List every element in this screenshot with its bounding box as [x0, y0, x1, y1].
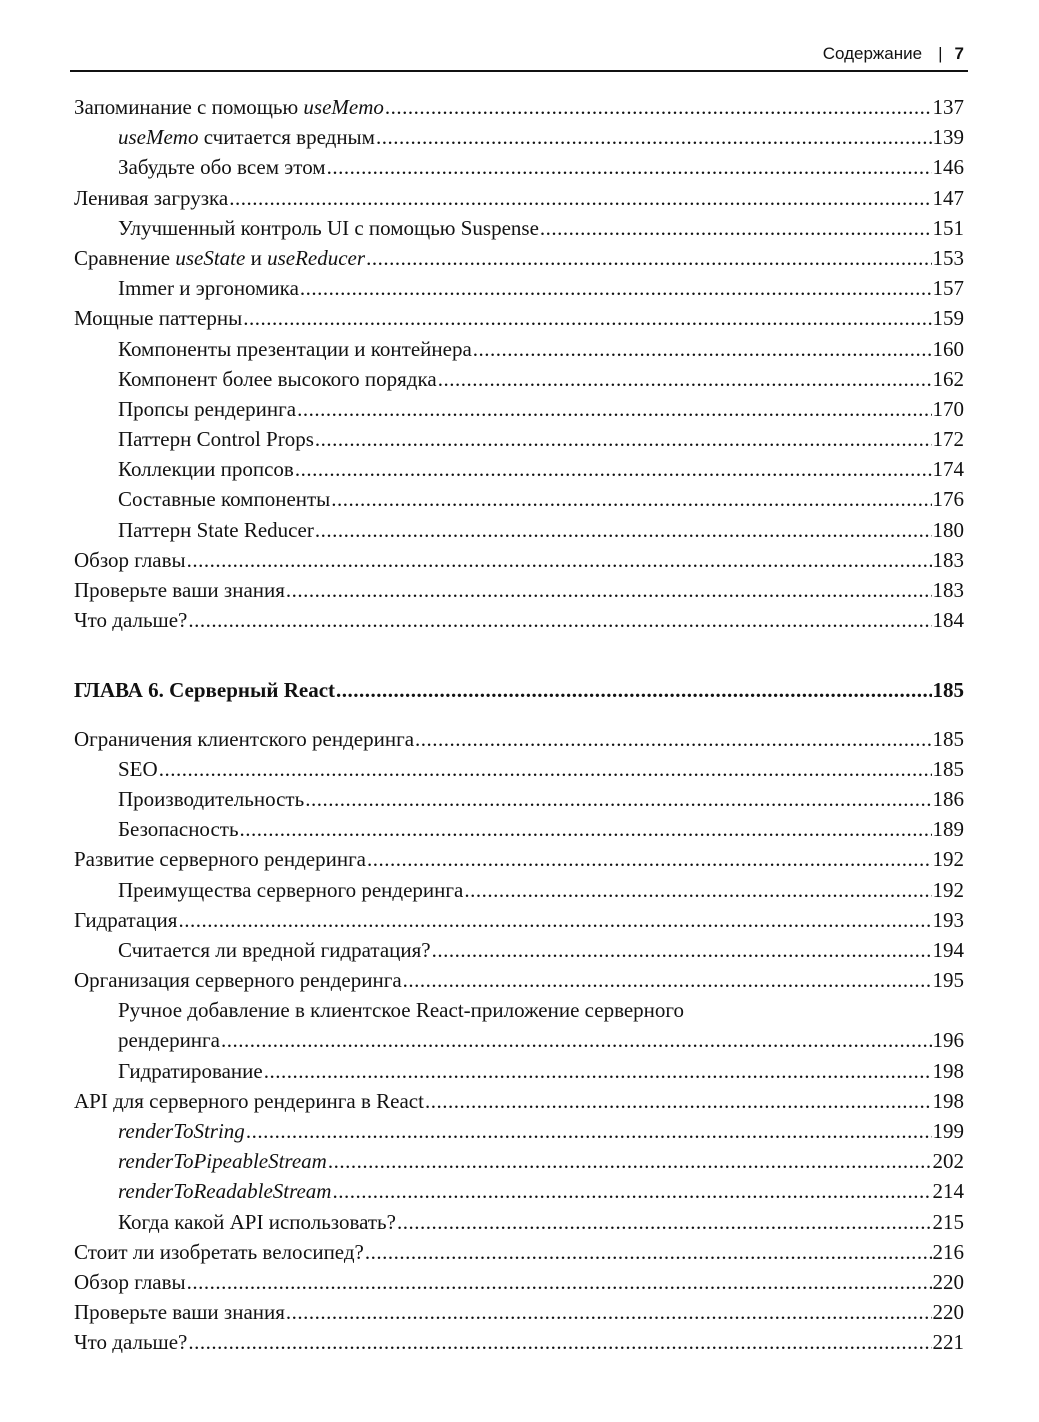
toc-page-number: 170 [932, 396, 964, 421]
toc-entry-title [118, 487, 330, 512]
toc-entry-title [118, 427, 314, 452]
dot-leader [365, 1240, 932, 1265]
toc-entry-text: Обзор главы [74, 547, 186, 572]
toc-page-number: 186 [932, 786, 964, 811]
toc-entry-text: Запоминание с помощью [74, 95, 304, 119]
toc-entry[interactable] [74, 276, 964, 306]
toc-entry-title [74, 1270, 186, 1295]
toc-page-number: 157 [932, 276, 964, 301]
dot-leader [159, 757, 932, 782]
dot-leader [221, 1028, 932, 1053]
toc-entry-title [74, 968, 402, 993]
toc-entry[interactable] [74, 878, 964, 908]
toc-entry[interactable] [74, 367, 964, 397]
toc-page-number: 202 [932, 1149, 964, 1174]
dot-leader [286, 1300, 932, 1325]
toc-page-number: 180 [932, 517, 964, 542]
toc-entry-text: рендеринга [118, 1028, 220, 1053]
toc-entry-title [74, 306, 242, 331]
toc-entry-code: renderToString [118, 1119, 245, 1143]
toc-entry[interactable] [74, 787, 964, 817]
toc-entry-text: Преимущества серверного рендеринга [118, 877, 464, 902]
toc-entry[interactable] [74, 306, 964, 336]
toc-entry-text: Производительность [118, 786, 305, 811]
toc-entry-title [74, 578, 285, 603]
toc-entry-text: и [245, 245, 268, 270]
dot-leader [473, 337, 932, 362]
dot-leader [178, 908, 931, 933]
toc-entry[interactable] [74, 427, 964, 457]
toc-entry[interactable] [74, 1210, 964, 1240]
toc-entry-title [118, 1059, 263, 1084]
toc-entry-title [118, 337, 472, 362]
toc-entry[interactable] [74, 817, 964, 847]
toc-entry-text: Гидратация [74, 907, 178, 932]
toc-entry-title [74, 1240, 364, 1265]
toc-entry-title [74, 95, 384, 120]
toc-page-number: 137 [932, 95, 964, 119]
dot-leader [300, 276, 932, 301]
toc-entry-title [118, 155, 326, 180]
toc-entry-title [74, 548, 186, 573]
toc-entry-text: Пропсы рендеринга [118, 396, 297, 421]
toc-entry-title [118, 518, 314, 543]
dot-leader [295, 457, 932, 482]
toc-entry-title [118, 938, 431, 963]
toc-page-number: 172 [932, 427, 964, 452]
dot-leader [286, 578, 932, 603]
dot-leader [425, 1089, 932, 1114]
toc-page-number: 185 [932, 756, 964, 781]
toc-entry-title [118, 757, 158, 782]
toc-entry[interactable] [74, 1300, 964, 1330]
dot-leader [315, 427, 932, 452]
toc-entry-title [74, 1089, 424, 1114]
toc-page-number: 185 [932, 726, 964, 751]
toc-entry-title [74, 908, 177, 933]
toc-entry[interactable] [74, 246, 964, 276]
toc-entry[interactable] [74, 518, 964, 548]
chapter-page-number: 185 [932, 678, 964, 703]
toc-page-number: 139 [932, 125, 964, 150]
toc-page-number: 160 [932, 336, 964, 361]
toc-page-number: 215 [932, 1209, 964, 1234]
toc-entry-text: Стоит ли изобретать велосипед? [74, 1239, 364, 1264]
toc-page-number: 184 [932, 608, 964, 633]
toc-entry-text: Ленивая загрузка [74, 185, 229, 210]
toc-page-number: 192 [932, 847, 964, 872]
toc-entry-text: SEO [118, 756, 158, 781]
toc-entry-text: Проверьте ваши знания [74, 578, 285, 602]
toc-entry[interactable] [74, 908, 964, 938]
header-page-number: 7 [954, 44, 964, 63]
toc-entry[interactable] [74, 968, 964, 998]
toc-page-number: 221 [932, 1330, 964, 1355]
toc-page-number: 183 [932, 547, 964, 572]
toc-entry[interactable] [74, 487, 964, 517]
toc-page-number: 174 [932, 457, 964, 482]
toc-page-number: 189 [932, 817, 964, 842]
toc-entry-title [74, 727, 414, 752]
toc-entry-title [74, 186, 228, 211]
toc-entry-title [118, 1210, 396, 1235]
toc-entry-first-line[interactable] [74, 998, 964, 1028]
toc-entry[interactable] [74, 337, 964, 367]
toc-entry-text: считается вредным [198, 125, 375, 150]
toc-entry-text: Проверьте ваши знания [74, 1300, 285, 1325]
toc-entry-text: Улучшенный контроль UI с помощью Suspense [118, 215, 539, 240]
dot-leader [327, 155, 932, 180]
dot-leader [297, 397, 931, 422]
toc-entry-title [118, 276, 299, 301]
toc-entry-title [118, 1179, 331, 1204]
toc-entry-code: renderToPipeableStream [118, 1149, 327, 1174]
toc-entry-text: Обзор главы [74, 1269, 186, 1294]
toc-page-number: 198 [932, 1088, 964, 1113]
dot-leader [332, 1179, 931, 1204]
toc-entry[interactable] [74, 1149, 964, 1179]
toc-entry-text: Забудьте обо всем этом [118, 155, 326, 180]
toc-entry[interactable] [74, 1028, 964, 1058]
dot-leader [464, 878, 931, 903]
toc-page-number: 199 [932, 1119, 964, 1143]
toc-entry-title [118, 1119, 245, 1144]
dot-leader [328, 1149, 932, 1174]
toc-page-number: 162 [932, 366, 964, 391]
toc-entry[interactable] [74, 847, 964, 877]
toc-page-number: 147 [932, 185, 964, 210]
toc-entry-title [118, 1028, 220, 1053]
toc-entry[interactable] [74, 186, 964, 216]
toc-entry-text: Компонент более высокого порядка [118, 366, 437, 391]
dot-leader [188, 1330, 931, 1355]
toc-page-number: 183 [932, 578, 964, 602]
toc-entry[interactable] [74, 95, 964, 125]
toc-entry-title [74, 246, 365, 271]
dot-leader [432, 938, 932, 963]
toc-entry[interactable] [74, 155, 964, 185]
toc-entry-text: API для серверного рендеринга в React [74, 1088, 424, 1113]
toc-entry-text: Сравнение [74, 245, 176, 270]
toc-page-number: 193 [932, 907, 964, 932]
dot-leader [403, 968, 932, 993]
toc-entry-text: Когда какой API использовать? [118, 1209, 396, 1234]
toc-entry-text: Immer и эргономика [118, 276, 299, 301]
toc-entry-code: useMemo [303, 95, 384, 119]
dot-leader [415, 727, 931, 752]
dot-leader [187, 548, 932, 573]
toc-entry[interactable] [74, 757, 964, 787]
toc-entry[interactable] [74, 125, 964, 155]
toc-page-number: 198 [932, 1058, 964, 1083]
toc-entry-text: Паттерн State Reducer [118, 517, 314, 542]
toc-entry[interactable] [74, 1059, 964, 1089]
toc-entry-title [74, 1330, 187, 1355]
toc-entry-title [118, 397, 296, 422]
toc-entry[interactable] [74, 1089, 964, 1119]
table-of-contents [74, 95, 964, 1361]
dot-leader [187, 1270, 932, 1295]
toc-entry[interactable] [74, 548, 964, 578]
toc-entry-title [118, 457, 294, 482]
toc-entry-text: Составные компоненты [118, 487, 331, 512]
toc-entry[interactable] [74, 216, 964, 246]
toc-page-number: 214 [932, 1179, 964, 1204]
toc-entry-text: Развитие серверного рендеринга [74, 847, 367, 872]
toc-entry-title [74, 1300, 285, 1325]
toc-entry[interactable] [74, 1330, 964, 1360]
chapter-heading[interactable] [74, 678, 964, 708]
toc-page-number: 220 [932, 1300, 964, 1325]
toc-entry-text: Ограничения клиентского рендеринга [74, 726, 415, 751]
dot-leader [331, 487, 931, 512]
toc-entry-code: useState [175, 245, 246, 270]
toc-page-number: 159 [932, 306, 964, 331]
toc-page-number: 194 [932, 937, 964, 962]
dot-leader [229, 186, 931, 211]
toc-entry-title [74, 847, 366, 872]
toc-page-number: 151 [932, 215, 964, 240]
toc-entry-title [118, 787, 304, 812]
toc-entry-text: Что дальше? [74, 608, 188, 633]
toc-entry-code: useMemo [118, 125, 199, 150]
toc-entry-text: Коллекции пропсов [118, 457, 294, 482]
toc-entry-title [118, 878, 463, 903]
dot-leader [188, 608, 931, 633]
toc-entry-text: Считается ли вредной гидратация? [118, 937, 431, 962]
toc-entry[interactable] [74, 1270, 964, 1300]
dot-leader [246, 1119, 932, 1144]
header-rule [70, 70, 968, 72]
toc-entry-title [118, 125, 375, 150]
chapter-title: ГЛАВА 6. Серверный React [74, 678, 336, 703]
toc-page-number: 153 [932, 245, 964, 270]
dot-leader [366, 246, 931, 271]
toc-entry[interactable] [74, 578, 964, 608]
toc-entry-text: Безопасность [118, 817, 239, 842]
toc-entry[interactable] [74, 397, 964, 427]
toc-page-number: 196 [932, 1028, 964, 1053]
toc-entry-code: useReducer [267, 245, 366, 270]
toc-page-number: 220 [932, 1269, 964, 1294]
toc-entry-code: renderToReadableStream [118, 1179, 332, 1204]
toc-entry-text: Организация серверного рендеринга [74, 968, 402, 993]
dot-leader [336, 678, 931, 703]
toc-entry-text: Ручное добавление в клиентское React-приложение серверного [118, 998, 685, 1023]
toc-entry-text: Паттерн Control Props [118, 427, 314, 452]
toc-entry[interactable] [74, 938, 964, 968]
dot-leader [385, 95, 932, 120]
toc-entry[interactable] [74, 727, 964, 757]
toc-entry-title [74, 608, 187, 633]
toc-entry-title [118, 367, 437, 392]
toc-page-number: 146 [932, 155, 964, 180]
toc-entry-text: Мощные паттерны [74, 306, 243, 331]
dot-leader [376, 125, 932, 150]
dot-leader [243, 306, 931, 331]
dot-leader [397, 1210, 932, 1235]
dot-leader [305, 787, 931, 812]
toc-entry-title [118, 216, 539, 241]
toc-entry[interactable] [74, 1119, 964, 1149]
toc-entry-text: Компоненты презентации и контейнера [118, 336, 472, 361]
header-separator: | [938, 44, 943, 63]
dot-leader [367, 847, 931, 872]
dot-leader [315, 518, 932, 543]
toc-entry[interactable] [74, 457, 964, 487]
toc-entry[interactable] [74, 1240, 964, 1270]
dot-leader [540, 216, 932, 241]
toc-entry-title [118, 817, 239, 842]
toc-entry[interactable] [74, 608, 964, 638]
dot-leader [264, 1059, 932, 1084]
toc-page-number: 216 [932, 1239, 964, 1264]
toc-entry-text: Что дальше? [74, 1330, 188, 1355]
toc-page-number: 195 [932, 968, 964, 993]
running-header [70, 44, 968, 70]
toc-entry[interactable] [74, 1179, 964, 1209]
header-section-title: Содержание [822, 44, 923, 63]
toc-entry-title [118, 1149, 327, 1174]
toc-page-number: 176 [932, 487, 964, 512]
dot-leader [240, 817, 932, 842]
toc-entry-text: Гидратирование [118, 1058, 263, 1083]
toc-page-number: 192 [932, 877, 964, 902]
dot-leader [438, 367, 932, 392]
